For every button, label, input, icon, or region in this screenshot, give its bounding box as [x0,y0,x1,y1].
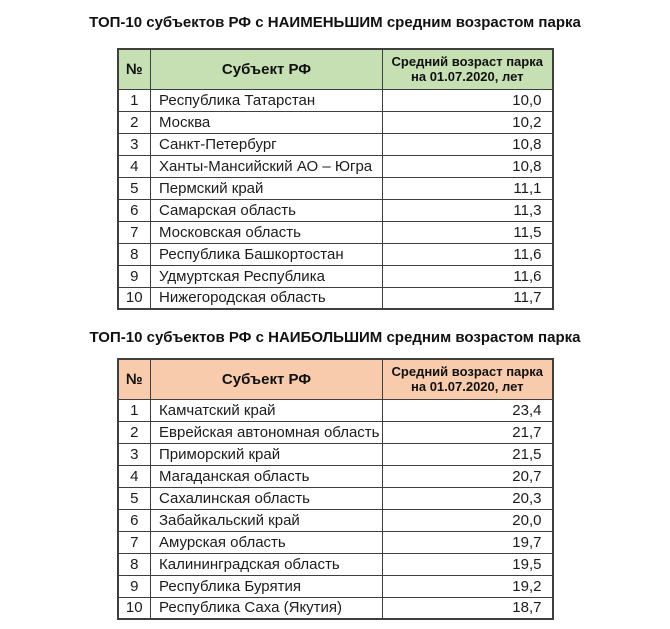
cell-rank: 10 [118,287,151,309]
cell-value: 10,8 [383,155,553,177]
table-row [118,265,553,287]
cell-value: 19,7 [383,531,553,553]
table-row [118,199,553,221]
cell-region: Республика Саха (Якутия) [151,597,383,619]
cell-region: Москва [151,111,383,133]
table-row [118,177,553,199]
cell-value: 19,2 [383,575,553,597]
table-row [118,399,553,421]
max-age-section [0,328,670,620]
cell-region: Приморский край [151,443,383,465]
min-age-col-header-number: № [118,49,151,89]
table-row [118,221,553,243]
cell-rank: 7 [118,221,151,243]
cell-value: 20,7 [383,465,553,487]
cell-region: Амурская область [151,531,383,553]
cell-region: Камчатский край [151,399,383,421]
cell-value: 10,2 [383,111,553,133]
table-row [118,487,553,509]
cell-region: Пермский край [151,177,383,199]
cell-value: 20,0 [383,509,553,531]
table-row [118,155,553,177]
cell-value: 19,5 [383,553,553,575]
cell-region: Магаданская область [151,465,383,487]
table-row [118,575,553,597]
cell-region: Московская область [151,221,383,243]
cell-rank: 4 [118,155,151,177]
cell-rank: 3 [118,443,151,465]
table-row [118,597,553,619]
cell-region: Республика Татарстан [151,89,383,111]
cell-rank: 10 [118,597,151,619]
cell-region: Калининградская область [151,553,383,575]
cell-value: 21,5 [383,443,553,465]
cell-value: 11,1 [383,177,553,199]
cell-rank: 1 [118,89,151,111]
cell-rank: 9 [118,265,151,287]
max-age-header-row [118,359,553,399]
min-age-table [117,48,554,310]
table-row [118,443,553,465]
cell-region: Республика Бурятия [151,575,383,597]
table-row [118,553,553,575]
cell-rank: 8 [118,553,151,575]
cell-value: 11,5 [383,221,553,243]
max-age-table-title: ТОП-10 субъектов РФ с НАИБОЛЬШИМ средним возрастом парка [89,329,581,346]
cell-value: 20,3 [383,487,553,509]
cell-value: 10,0 [383,89,553,111]
table-row [118,421,553,443]
cell-value: 11,7 [383,287,553,309]
max-age-col-header-number: № [118,359,151,399]
table-row [118,531,553,553]
cell-rank: 6 [118,509,151,531]
cell-region: Нижегородская область [151,287,383,309]
max-age-col-header-region: Субъект РФ [151,359,383,399]
table-row [118,133,553,155]
min-age-col-header-value: Средний возраст парка на 01.07.2020, лет [383,49,553,89]
cell-rank: 2 [118,421,151,443]
cell-value: 23,4 [383,399,553,421]
cell-rank: 5 [118,487,151,509]
cell-region: Самарская область [151,199,383,221]
cell-rank: 7 [118,531,151,553]
max-age-col-header-value: Средний возраст парка на 01.07.2020, лет [383,359,553,399]
cell-value: 21,7 [383,421,553,443]
max-age-table [117,358,554,620]
cell-region: Удмуртская Республика [151,265,383,287]
min-age-section [0,13,670,310]
cell-value: 11,6 [383,243,553,265]
min-age-table-title: ТОП-10 субъектов РФ с НАИМЕНЬШИМ средним возрастом парка [89,14,581,31]
cell-region: Еврейская автономная область [151,421,383,443]
table-row [118,465,553,487]
cell-rank: 6 [118,199,151,221]
cell-rank: 2 [118,111,151,133]
table-row [118,89,553,111]
table-row [118,287,553,309]
cell-rank: 3 [118,133,151,155]
cell-value: 11,3 [383,199,553,221]
cell-rank: 1 [118,399,151,421]
cell-rank: 4 [118,465,151,487]
cell-value: 11,6 [383,265,553,287]
cell-region: Сахалинская область [151,487,383,509]
cell-region: Забайкальский край [151,509,383,531]
min-age-header-row [118,49,553,89]
cell-value: 10,8 [383,133,553,155]
cell-region: Санкт-Петербург [151,133,383,155]
min-age-col-header-region: Субъект РФ [151,49,383,89]
cell-rank: 9 [118,575,151,597]
min-age-table-body [118,89,553,309]
cell-value: 18,7 [383,597,553,619]
max-age-table-body [118,399,553,619]
cell-region: Ханты-Мансийский АО – Югра [151,155,383,177]
cell-rank: 8 [118,243,151,265]
table-row [118,111,553,133]
cell-rank: 5 [118,177,151,199]
cell-region: Республика Башкортостан [151,243,383,265]
table-row [118,243,553,265]
table-row [118,509,553,531]
